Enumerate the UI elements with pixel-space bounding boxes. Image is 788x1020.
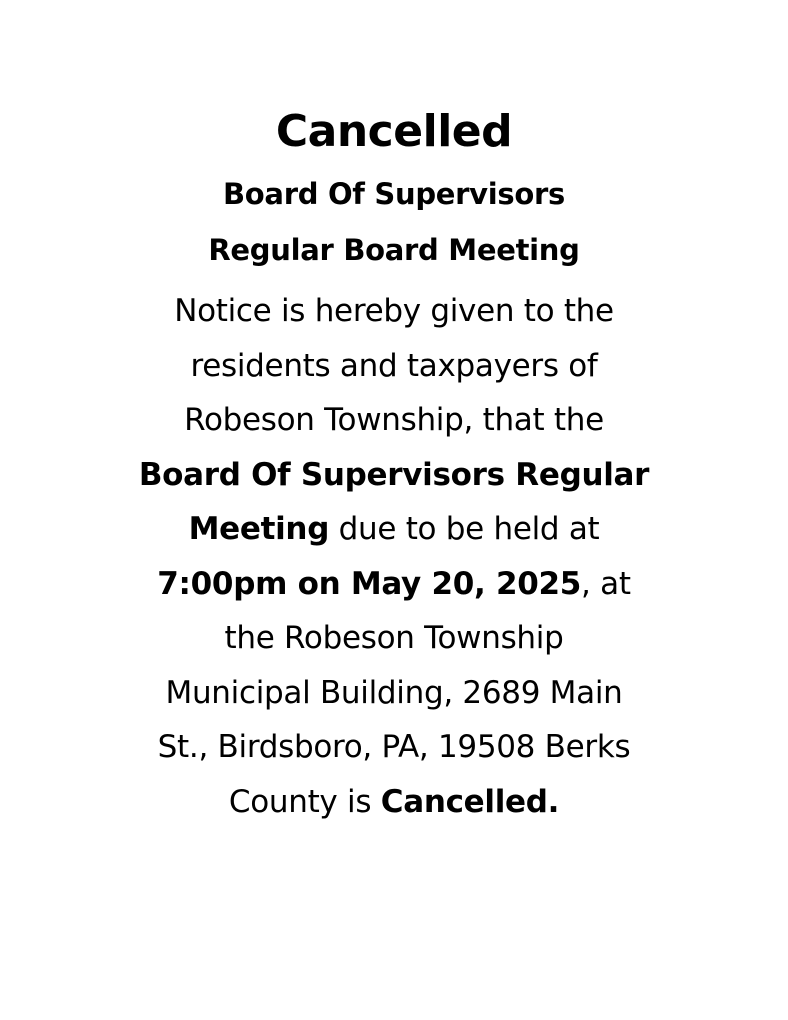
- notice-body-line: Robeson Township, that the: [184, 402, 604, 438]
- notice-body-text: , at: [581, 565, 631, 602]
- notice-body-line: residents and taxpayers of: [190, 347, 598, 384]
- notice-body-line: Municipal Building, 2689 Main: [165, 674, 623, 711]
- notice-body-text: due to be held at: [329, 511, 600, 547]
- meeting-datetime: 7:00pm on May 20, 2025: [157, 565, 582, 602]
- cancelled-status: Cancelled.: [380, 783, 560, 820]
- notice-body-line: [0, 557, 788, 612]
- notice-subtitle-board: Board Of Supervisors: [223, 177, 565, 211]
- notice-subtitle-meeting: Regular Board Meeting: [208, 233, 580, 267]
- meeting-name-bold-end: Meeting: [188, 511, 330, 547]
- notice-body-line: the Robeson Township: [224, 620, 564, 656]
- notice-body-line: St., Birdsboro, PA, 19508 Berks: [157, 729, 631, 765]
- notice-body-line: [0, 502, 788, 557]
- notice-body: [0, 284, 788, 829]
- notice-body-text: County is: [228, 783, 381, 820]
- notice-body-line: [0, 775, 788, 830]
- meeting-name-bold: Board Of Supervisors Regular: [138, 456, 650, 493]
- notice-title: Cancelled: [275, 106, 513, 157]
- notice-body-line: Notice is hereby given to the: [174, 293, 614, 329]
